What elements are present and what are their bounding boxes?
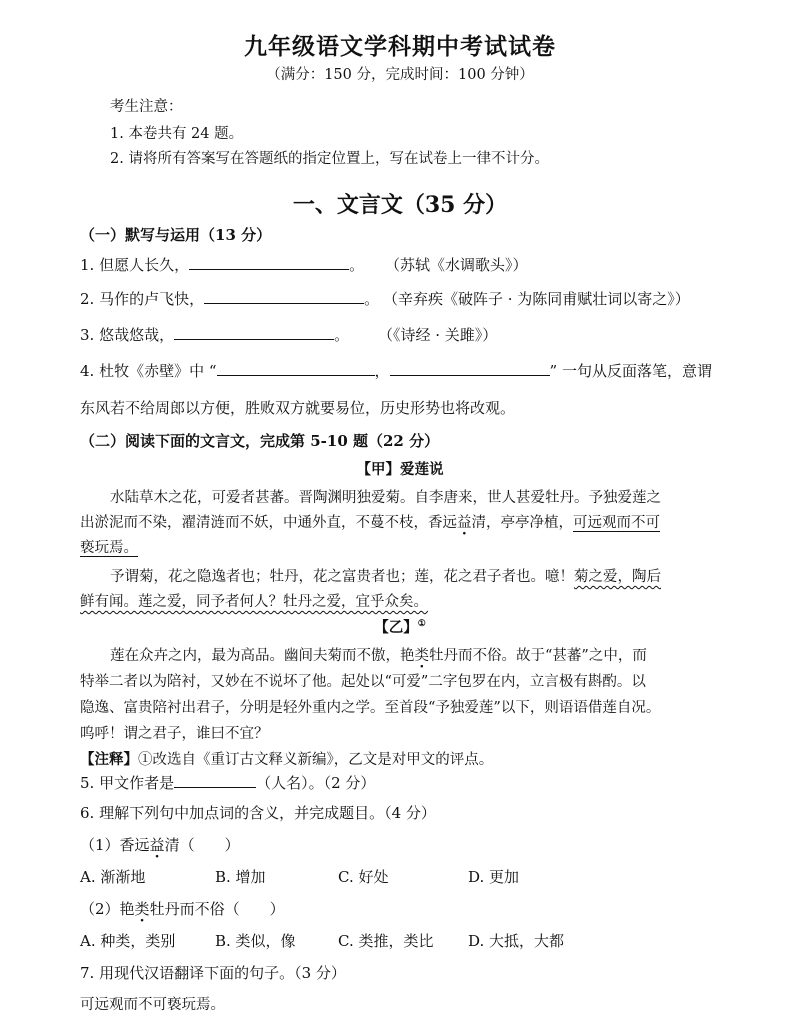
- question-4: 4. 杜牧《赤壁》中 “ ， ” 一句从反面落笔，意谓: [80, 362, 712, 380]
- dotted-char: 类: [134, 900, 150, 918]
- part1-title: （一）默写与运用（13 分）: [80, 226, 272, 244]
- question-6-sub1: （1）香远益清（ ）: [80, 836, 240, 854]
- wavy-underlined-sentence: 鲜有闻。莲之爱，同予者何人？牡丹之爱，宜乎众矣。: [80, 594, 428, 610]
- exam-title: 九年级语文学科期中考试试卷: [244, 33, 556, 60]
- question-text: 1. 但愿人长久，: [80, 256, 190, 274]
- underlined-sentence: 可远观而不可: [573, 515, 660, 531]
- passage-jia-title: 【甲】爱莲说: [356, 461, 444, 478]
- underlined-sentence: 亵玩焉。: [80, 540, 138, 556]
- passage-yi-line: 莲在众卉之内，最为高品。幽间夫菊而不傲，艳类牡丹而不俗。故于“甚蕃”之中，而: [110, 648, 647, 664]
- notice-item: 2. 请将所有答案写在答题纸的指定位置上，写在试卷上一律不计分。: [110, 151, 549, 167]
- question-7: 7. 用现代汉语翻译下面的句子。（3 分）: [80, 964, 346, 982]
- passage-yi-title: 【乙】①: [374, 619, 426, 636]
- question-6: 6. 理解下列句中加点词的含义，并完成题目。（4 分）: [80, 804, 436, 822]
- option[interactable]: D. 更加: [468, 868, 520, 886]
- annotation: 【注释】①改选自《重订古文释义新编》，乙文是对甲文的评点。: [80, 751, 494, 768]
- question-text: 2. 马作的卢飞快，: [80, 290, 205, 308]
- notice-heading: 考生注意：: [110, 99, 183, 115]
- question-3-source: （《诗经 · 关雎》）: [378, 326, 498, 344]
- section-title: 一、文言文（35 分）: [292, 192, 508, 218]
- option[interactable]: D. 大抵，大都: [468, 932, 565, 950]
- option[interactable]: C. 类推，类比: [338, 932, 434, 950]
- question-1: 1. 但愿人长久， 。: [80, 256, 365, 274]
- option[interactable]: A. 种类，类别: [80, 932, 176, 950]
- dotted-char: 益: [149, 836, 165, 854]
- question-2-source: （辛弃疾《破阵子 · 为陈同甫赋壮词以寄之》）: [383, 290, 690, 308]
- passage-yi-line: 特举二者以为陪衬，又妙在不说坏了他。起处以“可爱”二字包罗在内，立言极有斟酌。以: [80, 674, 646, 690]
- passage-jia-line: 予谓菊，花之隐逸者也；牡丹，花之富贵者也；莲，花之君子者也。噫！菊之爱，陶后: [110, 569, 661, 585]
- answer-blank[interactable]: [174, 773, 256, 788]
- question-4-continued: 东风若不给周郎以方便，胜败双方就要易位，历史形势也将改观。: [80, 399, 516, 417]
- question-text: 4. 杜牧《赤壁》中 “: [80, 362, 217, 380]
- question-5: 5. 甲文作者是 （人名）。（2 分）: [80, 774, 376, 792]
- passage-yi-line: 呜呼！谓之君子，谁曰不宜？: [80, 726, 269, 742]
- option[interactable]: A. 渐渐地: [80, 868, 146, 886]
- notice-item: 1. 本卷共有 24 题。: [110, 126, 244, 142]
- passage-jia-line: 出淤泥而不染，濯清涟而不妖，中通外直，不蔓不枝，香远益清，亭亭净植，可远观而不可: [80, 515, 660, 531]
- answer-blank[interactable]: [217, 361, 375, 376]
- exam-subtitle: （满分：150 分，完成时间：100 分钟）: [266, 67, 534, 83]
- part2-title: （二）阅读下面的文言文，完成第 5-10 题（22 分）: [80, 432, 440, 450]
- option[interactable]: B. 增加: [215, 868, 266, 886]
- passage-jia-line: [80, 536, 138, 557]
- question-1-source: （苏轼《水调歌头》）: [385, 256, 528, 274]
- option[interactable]: B. 类似，像: [215, 932, 296, 950]
- question-6-sub2: （2）艳类牡丹而不俗（ ）: [80, 900, 285, 918]
- dotted-char: 益: [457, 515, 472, 531]
- wavy-underlined-sentence: 菊之爱，陶后: [574, 569, 661, 585]
- answer-blank[interactable]: [189, 255, 349, 270]
- answer-blank[interactable]: [174, 325, 334, 340]
- question-3: 3. 悠哉悠哉， 。: [80, 326, 350, 344]
- passage-yi-line: 隐逸、富贵陪衬出君子，分明是轻外重内之学。至首段“予独爱莲”以下，则语语借莲自况。: [80, 700, 661, 716]
- question-2: 2. 马作的卢飞快， 。: [80, 290, 380, 308]
- dotted-char: 类: [414, 648, 429, 664]
- passage-jia-line: 水陆草木之花，可爱者甚蕃。晋陶渊明独爱菊。自李唐来，世人甚爱牡丹。予独爱莲之: [110, 490, 661, 506]
- answer-blank[interactable]: [204, 289, 364, 304]
- option[interactable]: C. 好处: [338, 868, 389, 886]
- question-7-sentence: 可远观而不可亵玩焉。: [80, 997, 225, 1013]
- answer-blank[interactable]: [390, 361, 550, 376]
- passage-jia-line: [80, 590, 428, 611]
- question-text: 3. 悠哉悠哉，: [80, 326, 175, 344]
